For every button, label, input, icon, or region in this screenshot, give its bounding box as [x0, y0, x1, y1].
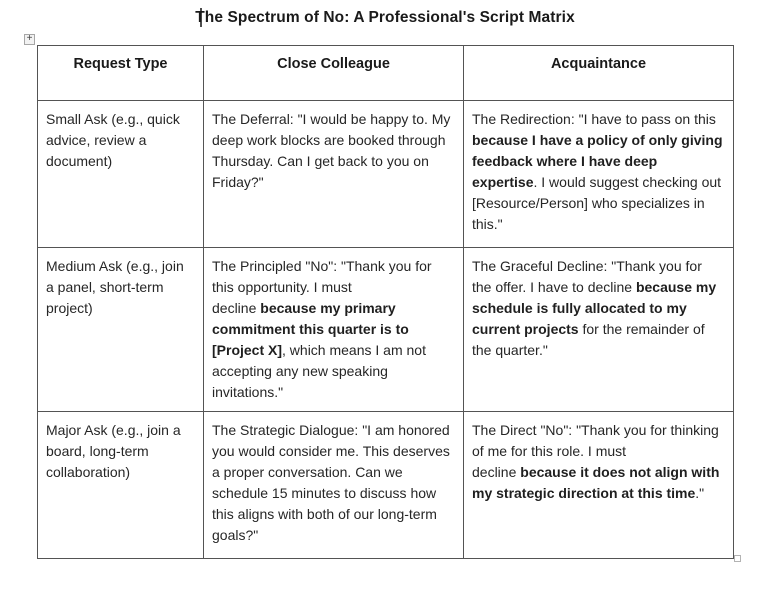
script-matrix-table: [37, 45, 734, 559]
column-header-close-colleague[interactable]: Close Colleague: [204, 46, 464, 101]
cell-acquaintance[interactable]: The Graceful Decline: "Thank you for the offer. I have to decline because my schedule is fully allocated to my current projects for the remainder of the quarter.": [464, 248, 734, 412]
cell-request-type[interactable]: Medium Ask (e.g., join a panel, short-term project): [38, 248, 204, 412]
cell-request-type[interactable]: Small Ask (e.g., quick advice, review a document): [38, 101, 204, 248]
header-row: [38, 46, 734, 101]
table-row: [38, 101, 734, 248]
table-resize-handle[interactable]: [734, 555, 741, 562]
cell-request-type[interactable]: Major Ask (e.g., join a board, long-term collaboration): [38, 412, 204, 559]
cell-close-colleague[interactable]: The Principled "No": "Thank you for this opportunity. I must decline because my primary commitment this quarter is to [Project X], which means I am not accepting any new speaking invitations.": [204, 248, 464, 412]
cell-acquaintance[interactable]: The Direct "No": "Thank you for thinking of me for this role. I must decline because it does not align with my strategic direction at this time.": [464, 412, 734, 559]
table-row: [38, 248, 734, 412]
column-header-request-type[interactable]: Request Type: [38, 46, 204, 101]
column-header-acquaintance[interactable]: Acquaintance: [464, 46, 734, 101]
cell-acquaintance[interactable]: The Redirection: "I have to pass on this because I have a policy of only giving feedback where I have deep expertise. I would suggest checking out [Resource/Person] who specializes in this.": [464, 101, 734, 248]
cell-close-colleague[interactable]: The Strategic Dialogue: "I am honored you would consider me. This deserves a proper conversation. Can we schedule 15 minutes to discuss how this aligns with both of our long-term goals?": [204, 412, 464, 559]
cell-close-colleague[interactable]: The Deferral: "I would be happy to. My deep work blocks are booked through Thursday. Can I get back to you on Friday?": [204, 101, 464, 248]
table-move-handle-icon[interactable]: +: [24, 34, 35, 45]
page-title[interactable]: The Spectrum of No: A Professional's Script Matrix: [195, 9, 575, 26]
table-row: [38, 412, 734, 559]
